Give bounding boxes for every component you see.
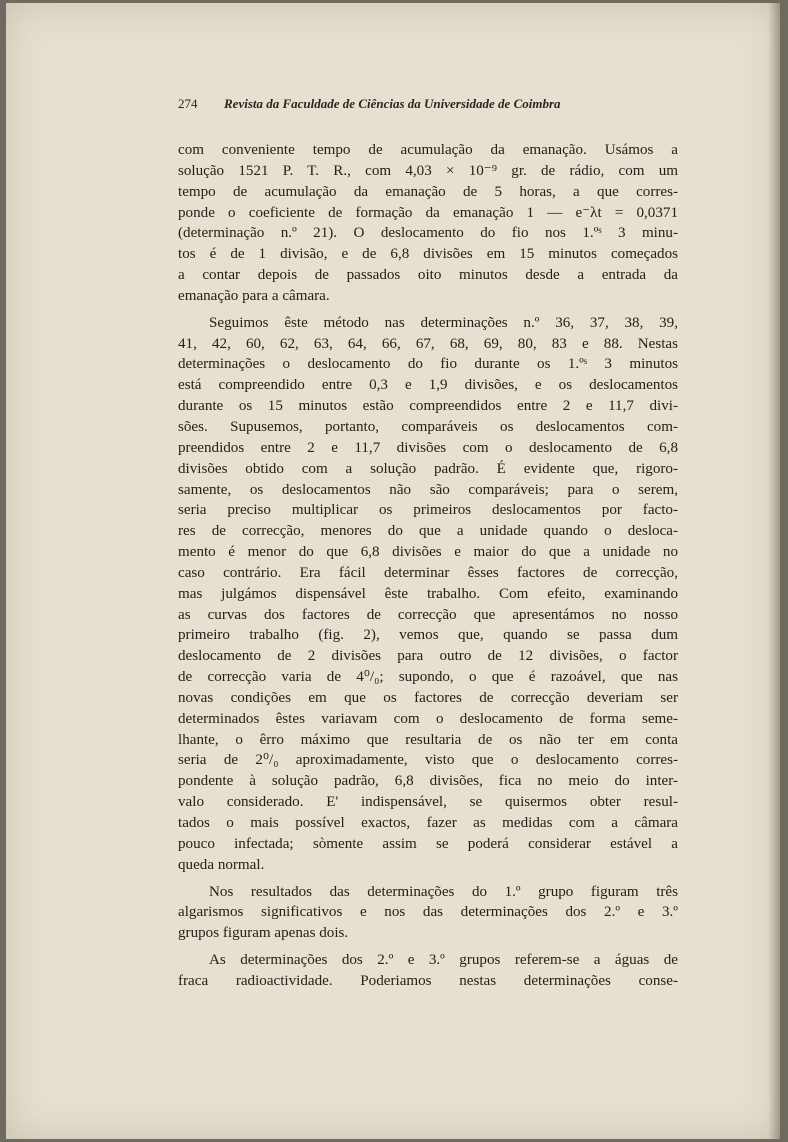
text-line: tos é de 1 divisão, e de 6,8 divisões em 15 minutos começados [178, 246, 678, 263]
text-line: as curvas dos factores de correcção que apresentámos no nosso [178, 606, 678, 623]
text-line: preendidos entre 2 e 11,7 divisões com o deslocamento de 6,8 [178, 439, 678, 456]
text-line: caso contrário. Era fácil determinar êsses factores de correcção, [178, 564, 678, 581]
text-line: emanação para a câmara. [178, 287, 330, 304]
text-line: tados o mais possível exactos, fazer as medidas com a câmara [178, 815, 678, 831]
text-line: Seguimos êste método nas determinações n.º 36, 37, 38, 39, [209, 314, 678, 331]
text-line: divisões obtido com a solução padrão. É evidente que, rigoro- [178, 460, 678, 477]
text-line: está compreendido entre 0,3 e 1,9 divisões, e os deslocamentos [178, 377, 678, 394]
journal-title: Revista da Faculdade de Ciências da Universidade de Coimbra [224, 96, 561, 111]
text-line: tempo de acumulação da emanação de 5 horas, a que corres- [178, 183, 678, 200]
page-spine-shadow [768, 3, 780, 1139]
body-text [178, 140, 678, 992]
text-line: deslocamento de 2 divisões para outro de 12 divisões, o factor [178, 648, 678, 665]
text-line: sões. Supusemos, portanto, comparáveis os deslocamentos com- [178, 418, 678, 435]
text-line: (determinação n.º 21). O deslocamento do fio nos 1.ºˢ 3 minu- [178, 225, 678, 242]
text-line: durante os 15 minutos estão compreendidos entre 2 e 11,7 divi- [178, 398, 678, 415]
paragraph [178, 950, 678, 992]
text-line: valo considerado. E' indispensável, se quisermos obter resul- [178, 794, 678, 811]
text-line: algarismos significativos e nos das determinações dos 2.º e 3.º [178, 904, 678, 921]
paragraph [178, 313, 678, 876]
text-line: Nos resultados das determinações do 1.º grupo figuram três [209, 883, 678, 900]
text-line: mas julgámos dispensável êste trabalho. Com efeito, examinando [178, 585, 678, 602]
text-line: res de correcção, menores do que a unidade quando o desloca- [178, 523, 678, 540]
paragraph [178, 882, 678, 945]
text-line: samente, os deslocamentos não são comparáveis; para o serem, [178, 481, 678, 498]
text-line: com conveniente tempo de acumulação da emanação. Usámos a [178, 142, 678, 158]
text-line: primeiro trabalho (fig. 2), vemos que, quando se passa dum [178, 627, 678, 644]
text-line: 41, 42, 60, 62, 63, 64, 66, 67, 68, 69, 80, 83 e 88. Nestas [178, 335, 678, 352]
book-page [6, 3, 780, 1139]
text-line: fraca radioactividade. Poderiamos nestas determinações conse- [178, 972, 678, 989]
text-line: a contar depois de passados oito minutos desde a entrada da [178, 267, 678, 284]
text-line: pondente à solução padrão, 6,8 divisões, fica no meio do inter- [178, 773, 678, 790]
text-line: mento é menor do que 6,8 divisões e maior do que a unidade no [178, 544, 678, 561]
text-line: novas condições em que os factores de correcção deveriam ser [178, 689, 678, 706]
text-line: determinados êstes variavam com o deslocamento de forma seme- [178, 710, 678, 727]
text-line: queda normal. [178, 856, 265, 873]
running-header [178, 96, 678, 112]
text-line: solução 1521 P. T. R., com 4,03 × 10⁻⁹ gr. de rádio, com um [178, 162, 678, 179]
text-line: determinações o deslocamento do fio durante os 1.ºˢ 3 minutos [178, 356, 678, 373]
page-number: 274 [178, 96, 198, 111]
text-line: lhante, o êrro máximo que resultaria de os não ter em conta [178, 731, 678, 748]
text-line: pouco infectada; sòmente assim se poderá considerar estável a [178, 835, 678, 852]
text-line: seria de 2⁰/₀ aproximadamente, visto que o deslocamento corres- [178, 752, 678, 769]
text-line: ponde o coeficiente de formação da emanação 1 — e⁻λt = 0,0371 [178, 204, 678, 221]
text-line: grupos figuram apenas dois. [178, 925, 349, 942]
text-line: seria preciso multiplicar os primeiros deslocamentos por facto- [178, 502, 678, 519]
text-line: As determinações dos 2.º e 3.º grupos referem-se a águas de [209, 952, 678, 969]
paragraph [178, 140, 678, 307]
text-line: de correcção varia de 4⁰/₀; supondo, o que é razoável, que nas [178, 669, 678, 686]
